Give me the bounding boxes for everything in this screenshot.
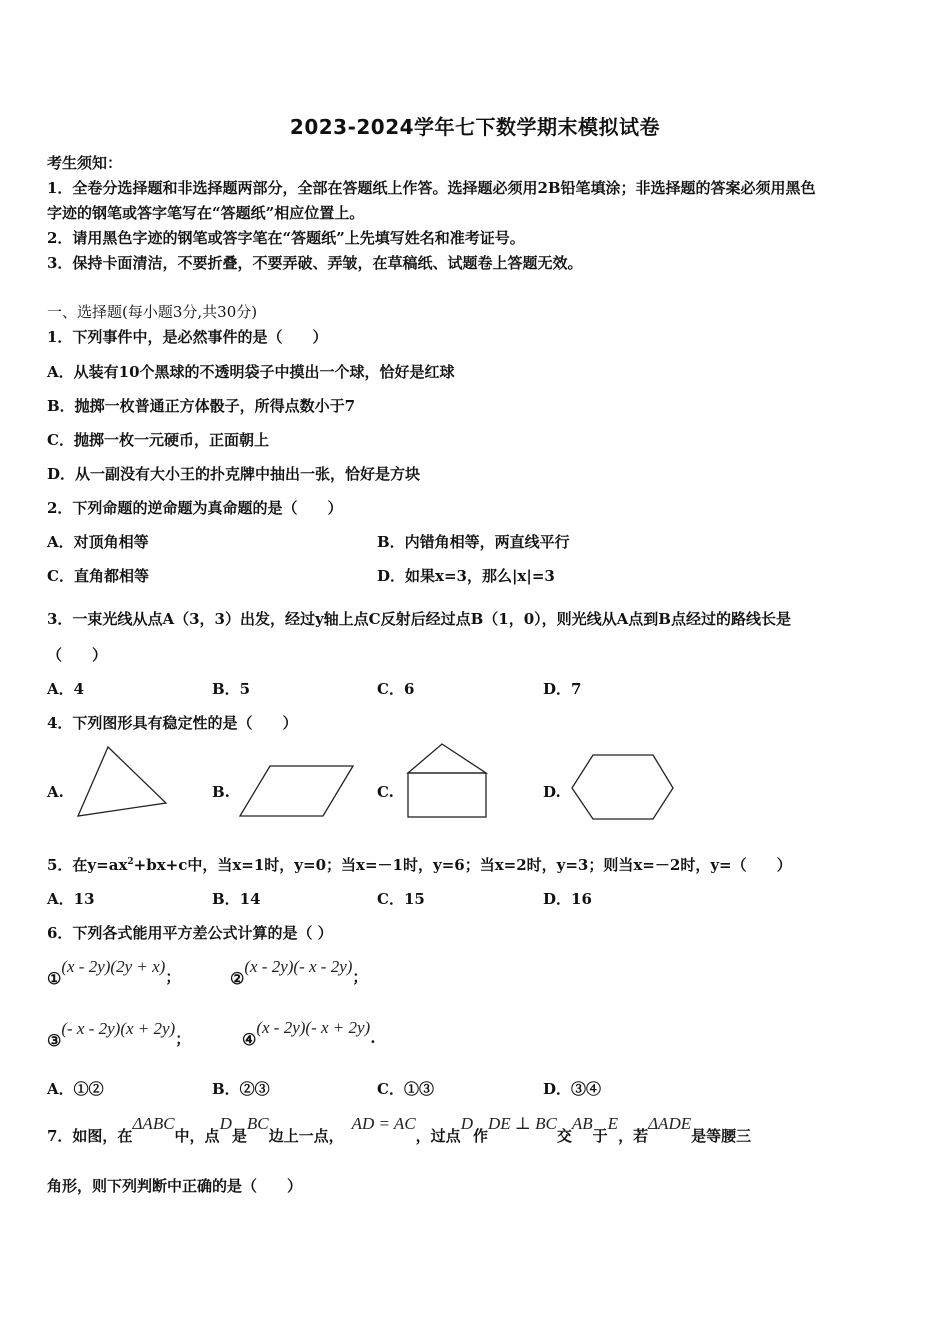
q6-item-2: [230, 956, 368, 988]
question-5-stem: [47, 854, 792, 875]
q3-option-c: C．6: [377, 680, 415, 698]
hexagon-figure: [565, 752, 680, 824]
q6-expression: (x - 2y)(- x + 2y): [256, 1018, 371, 1037]
question-7-stem: [47, 1113, 752, 1145]
q7-text: 中，点: [174, 1127, 220, 1145]
section-heading: 一、选择题(每小题3分,共30分): [47, 303, 258, 321]
q2-option-a: A．对顶角相等: [47, 533, 149, 551]
q2-option-c: C．直角都相等: [47, 567, 149, 585]
q5-option-b: B．14: [212, 890, 261, 908]
q6-item-end: ；: [175, 1030, 191, 1048]
q2-option-b: B．内错角相等，两直线平行: [377, 533, 570, 551]
q7-math: ΔADE: [648, 1114, 692, 1133]
q5-exponent: 2: [127, 857, 134, 867]
question-6-stem: 6．下列各式能用平方差公式计算的是（ ）: [47, 924, 333, 942]
q7-text: 交: [556, 1127, 572, 1145]
q1-option-b: B．抛掷一枚普通正方体骰子，所得点数小于7: [47, 397, 356, 415]
q6-option-a: A．①②: [47, 1080, 104, 1098]
q7-text: ，过点: [415, 1127, 461, 1145]
q6-expression: (- x - 2y)(x + 2y): [61, 1019, 176, 1038]
q5-option-a: A．13: [47, 890, 95, 908]
q6-option-b: B．②③: [212, 1080, 270, 1098]
notice-item: 3．保持卡面清洁，不要折叠，不要弄破、弄皱，在草稿纸、试题卷上答题无效。: [47, 254, 583, 272]
q7-math: AD = AC: [351, 1114, 416, 1133]
q7-math: E: [607, 1114, 619, 1133]
q6-item-number: ④: [242, 1030, 257, 1049]
question-3-paren: （ ）: [47, 646, 108, 664]
q7-text: 7．如图，在: [47, 1127, 133, 1145]
q1-option-a: A．从装有10个黑球的不透明袋子中摸出一个球，恰好是红球: [47, 363, 455, 381]
q6-option-c: C．①③: [377, 1080, 434, 1098]
notice-item: 1．全卷分选择题和非选择题两部分，全部在答题纸上作答。选择题必须用2B铅笔填涂；非选择题的答案必须用黑色: [47, 179, 816, 197]
q6-item-end: .: [370, 1029, 376, 1047]
q6-item-end: ；: [165, 968, 181, 986]
q3-option-d: D．7: [543, 680, 582, 698]
q5-stem-part: 5．在y=ax: [47, 856, 128, 874]
notice-item: 字迹的钢笔或答字笔写在“答题纸”相应位置上。: [47, 204, 365, 222]
q6-item-number: ③: [47, 1031, 62, 1050]
question-4-stem: 4．下列图形具有稳定性的是（ ）: [47, 714, 298, 732]
q6-option-d: D．③④: [543, 1080, 602, 1098]
q7-math: D: [460, 1114, 473, 1133]
q2-option-d: D．如果x=3，那么|x|=3: [377, 567, 555, 585]
q5-option-d: D．16: [543, 890, 592, 908]
q7-text: 边上一点，: [268, 1127, 344, 1145]
q7-text: 作: [472, 1127, 488, 1145]
q6-item-number: ①: [47, 969, 62, 988]
q7-text: ，若: [618, 1127, 649, 1145]
q6-expression: (x - 2y)(- x - 2y): [244, 957, 353, 976]
q6-item-3: [47, 1018, 191, 1050]
parallelogram-figure: [235, 760, 360, 822]
q7-math: ΔABC: [132, 1114, 175, 1133]
q7-text: 于: [592, 1127, 608, 1145]
q6-expression: (x - 2y)(2y + x): [61, 957, 166, 976]
q4-option-a-label: A.: [47, 783, 64, 801]
q6-item-1: [47, 956, 181, 988]
notice-heading: 考生须知：: [47, 154, 123, 172]
q7-math: BC: [246, 1114, 269, 1133]
q7-math: AB: [571, 1114, 593, 1133]
q4-option-c-label: C.: [377, 783, 394, 801]
question-7-line-2: 角形，则下列判断中正确的是（ ）: [47, 1177, 303, 1195]
q4-option-d-label: D.: [543, 783, 561, 801]
house-figure: [400, 736, 495, 822]
q3-option-b: B．5: [212, 680, 251, 698]
notice-item: 2．请用黑色字迹的钢笔或答字笔在“答题纸”上先填写姓名和准考证号。: [47, 229, 525, 247]
q7-math: DE ⊥ BC: [487, 1114, 557, 1133]
q7-math: D: [219, 1114, 232, 1133]
question-2-stem: 2．下列命题的逆命题为真命题的是（ ）: [47, 499, 343, 517]
q4-option-b-label: B.: [212, 783, 230, 801]
q1-option-d: D．从一副没有大小王的扑克牌中抽出一张，恰好是方块: [47, 465, 421, 483]
q7-text: 是: [231, 1127, 247, 1145]
triangle-figure: [70, 744, 175, 822]
q6-item-end: ；: [352, 968, 368, 986]
q7-text: 是等腰三: [691, 1127, 752, 1145]
page-title: 2023-2024学年七下数学期末模拟试卷: [289, 115, 661, 139]
q6-item-number: ②: [230, 969, 245, 988]
question-3-stem: 3．一束光线从点A（3，3）出发，经过y轴上点C反射后经过点B（1，0），则光线从A点到B点经过的路线长是: [47, 610, 791, 628]
q5-stem-part: +bx+c中，当x=1时，y=0；当x=－1时，y=6；当x=2时，y=3；则当x=－2时，y=（ ）: [133, 856, 792, 874]
question-1-stem: 1．下列事件中，是必然事件的是（ ）: [47, 328, 328, 346]
q6-item-4: [242, 1018, 376, 1049]
q5-option-c: C．15: [377, 890, 425, 908]
q1-option-c: C．抛掷一枚一元硬币，正面朝上: [47, 431, 269, 449]
q3-option-a: A．4: [47, 680, 85, 698]
